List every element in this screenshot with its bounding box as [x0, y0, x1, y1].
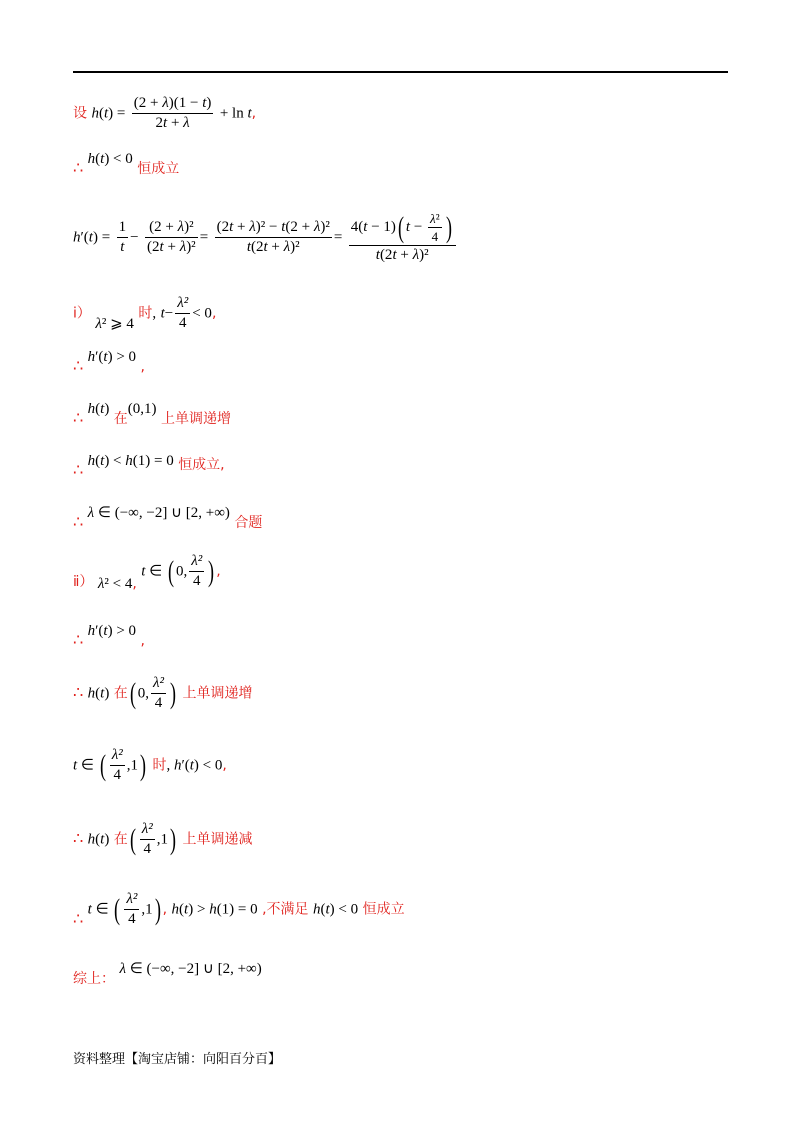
- text-shi: 时: [152, 757, 167, 774]
- line-increasing-01: ∴ h(t) 在(0,1) 上单调递增: [73, 401, 231, 427]
- comma: ,: [140, 359, 145, 375]
- therefore-symbol: ∴: [73, 158, 84, 177]
- comma: ,: [132, 575, 137, 592]
- line-lambda-range-1: ∴ λ ∈ (−∞, −2] ∪ [2, +∞) 合题: [73, 505, 263, 531]
- text-bumanzu: ,不满足: [262, 901, 309, 918]
- line-increasing-lambda: ∴ h(t) 在( 0, $\frac{\text{λ²}}{4}$ ) 上单调递增: [73, 675, 253, 711]
- text-heti: 合题: [234, 515, 263, 531]
- comma: ,: [251, 105, 257, 122]
- line-h-less-zero: ∴ h(t) < 0 恒成立: [73, 151, 180, 177]
- therefore-symbol: ∴: [73, 512, 84, 531]
- footer-source: 资料整理【淘宝店铺：向阳百分百】: [73, 1052, 282, 1067]
- line-hprime-positive-1: ∴ h′(t) > 0 ,: [73, 349, 145, 375]
- therefore-symbol: ∴: [73, 408, 84, 427]
- line-contradiction: ∴ t ∈ ( $\frac{\text{λ²}}{4}$ ,1) , h(t) > h(1) = 0 ,不满足 h(t) < 0 恒成立: [73, 891, 405, 928]
- text-decreasing: 上单调递减: [182, 831, 253, 848]
- comma: ,: [222, 757, 227, 774]
- line-decreasing: ∴ h(t) 在( $\frac{\text{λ²}}{4}$ ,1) 上单调递减: [73, 821, 253, 857]
- comma: ,: [140, 633, 145, 649]
- therefore-symbol: ∴: [73, 630, 84, 649]
- line-case-i: ⅰ） λ² ⩾ 4 时, t− $\frac{\text{λ²}}{4}$ < 0,: [73, 295, 217, 332]
- line-define-h: 设 h(t) = $\frac{(2 + \lambda)(1 - t)}{2t + \lambda}$ + ln t,: [73, 95, 257, 131]
- text-she: 设: [73, 105, 87, 122]
- text-zai: 在: [113, 411, 128, 427]
- line-h-less-h1: ∴ h(t) < h(1) = 0 恒成立,: [73, 453, 225, 479]
- therefore-symbol: ∴: [73, 356, 84, 375]
- therefore-symbol: ∴: [73, 682, 84, 702]
- text-hengchengli: 恒成立: [137, 161, 180, 177]
- comma: ,: [211, 305, 217, 322]
- line-hprime-positive-2: ∴ h′(t) > 0 ,: [73, 623, 145, 649]
- therefore-symbol: ∴: [73, 460, 84, 479]
- line-derivative: h′(t) = $\frac{1}{t}$ − $\frac{\text{(2 + λ)²}}{\text{(2t + λ)²}}$ = $\frac{\text{(2t + λ)² − t(2 + λ)²}}{\text{t(2t + λ)²}}$ = 4(t − 1)( t − $\frac{\text{λ²}}{4}$ ) t(2t + λ)²: [73, 212, 458, 263]
- text-zai: 在: [113, 831, 128, 848]
- line-conclusion: 综上： λ ∈ (−∞, −2] ∪ [2, +∞): [73, 961, 262, 987]
- text-shi: 时: [138, 305, 153, 322]
- comma: ,: [216, 563, 221, 580]
- case-ii-label: ⅱ）: [73, 573, 94, 590]
- text-increasing: 上单调递增: [160, 411, 231, 427]
- case-i-label: ⅰ）: [73, 305, 91, 322]
- text-zongshang: 综上：: [73, 971, 115, 987]
- therefore-symbol: ∴: [73, 828, 84, 848]
- line-case-ii: ⅱ） λ² < 4, t ∈ ( 0, $\frac{\text{λ²}}{4}$ ) ,: [73, 553, 221, 592]
- header-rule: [73, 71, 728, 73]
- text-hengchengli: 恒成立: [362, 901, 405, 918]
- text-zai: 在: [113, 685, 128, 702]
- therefore-symbol: ∴: [73, 908, 84, 928]
- text-increasing: 上单调递增: [182, 685, 253, 702]
- text-hengchengli: 恒成立,: [178, 457, 225, 473]
- line-hprime-negative: t ∈ ( $\frac{\text{λ²}}{4}$ ,1) 时, h′(t) < 0,: [73, 747, 227, 783]
